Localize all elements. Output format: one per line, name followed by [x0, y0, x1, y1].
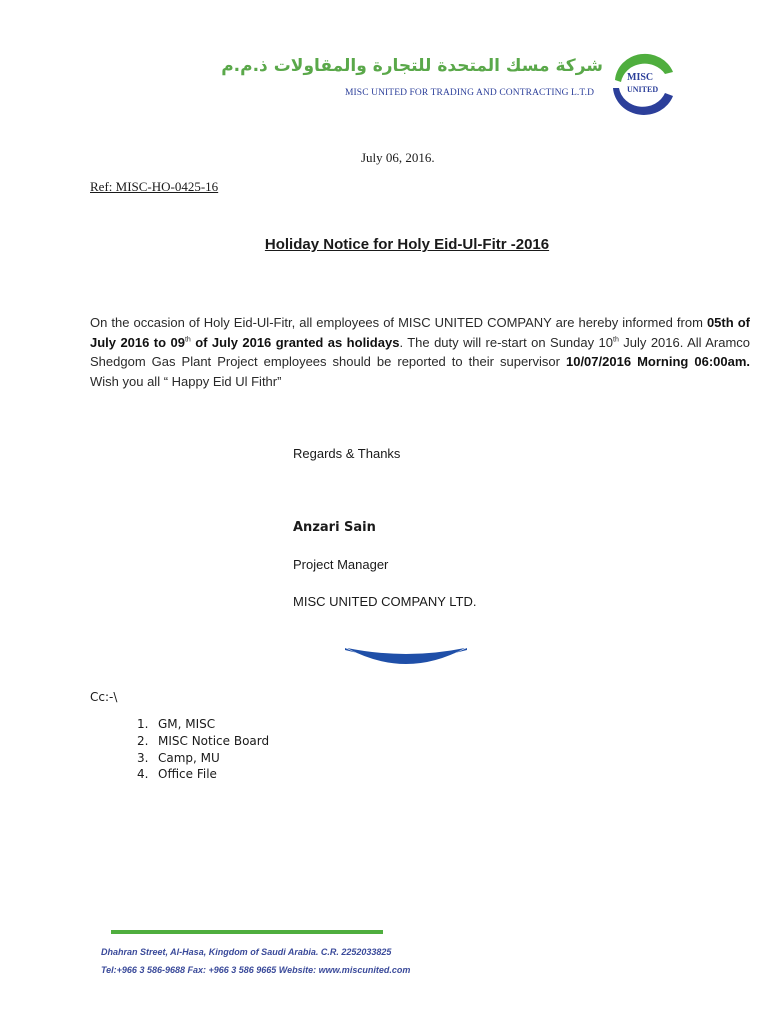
list-item-number: 2. — [137, 733, 149, 748]
cc-label: Cc:-\ — [90, 690, 118, 704]
footer-contact: Tel:+966 3 586-9688 Fax: +966 3 586 9665 Website: www.miscunited.com — [101, 965, 411, 975]
list-item — [137, 716, 269, 733]
list-item-text: Camp, MU — [158, 750, 220, 765]
body-text-1: On the occasion of Holy Eid-Ul-Fitr, all employees of MISC UNITED COMPANY are hereby informed from — [90, 315, 707, 330]
list-item-number: 4. — [137, 767, 149, 782]
misc-logo — [607, 50, 679, 120]
body-text-3: July 2016. All Aramco Shedgom Gas Plant Project employees should be reported to their supervisor — [90, 334, 751, 369]
signer-company: MISC UNITED COMPANY LTD. — [293, 594, 477, 609]
logo-text-united: UNITED — [627, 85, 659, 94]
list-item-number: 3. — [137, 750, 149, 765]
letterhead — [221, 50, 680, 120]
body-bold-report-time: 10/07/2016 Morning 06:00am. — [565, 354, 751, 369]
footer-divider — [111, 930, 383, 934]
company-name-english: MISC UNITED FOR TRADING AND CONTRACTING L.T.D — [345, 88, 595, 98]
list-item-text: GM, MISC — [158, 717, 216, 731]
letter-date: July 06, 2016. — [361, 150, 435, 165]
signer-name: Anzari Sain — [293, 520, 376, 535]
signer-role: Project Manager — [293, 557, 389, 572]
notice-title: Holiday Notice for Holy Eid-Ul-Fitr -2016 — [264, 236, 550, 253]
list-item — [137, 766, 269, 783]
body-text-2: . The duty will re-start on Sunday 10 — [399, 334, 614, 350]
body-sup-1: th — [184, 336, 191, 344]
list-item — [137, 733, 269, 750]
list-item-text: Office File — [158, 767, 217, 782]
list-item-text: MISC Notice Board — [158, 733, 270, 748]
closing-text: Regards & Thanks — [293, 446, 401, 461]
footer-address: Dhahran Street, Al-Hasa, Kingdom of Saudi Arabia. C.R. 2252033825 — [101, 947, 392, 957]
stamp-arc-decoration — [343, 636, 469, 666]
company-name-arabic: شركة مسك المتحدة للتجارة والمقاولات ذ.م.م — [221, 56, 603, 76]
cc-list — [137, 716, 269, 783]
logo-text-misc: MISC — [627, 72, 654, 83]
list-item — [137, 750, 269, 767]
list-item-number: 1. — [137, 717, 149, 731]
body-bold-dates-end: of July 2016 granted as holidays — [190, 334, 400, 350]
reference-number: Ref: MISC-HO-0425-16 — [90, 179, 219, 194]
notice-body — [90, 313, 750, 391]
body-bold-dates-start: 05th of July 2016 to 09 — [90, 315, 750, 350]
body-sup-2: th — [613, 336, 619, 344]
body-text-4: Wish you all “ Happy Eid Ul Fithr” — [90, 373, 282, 389]
